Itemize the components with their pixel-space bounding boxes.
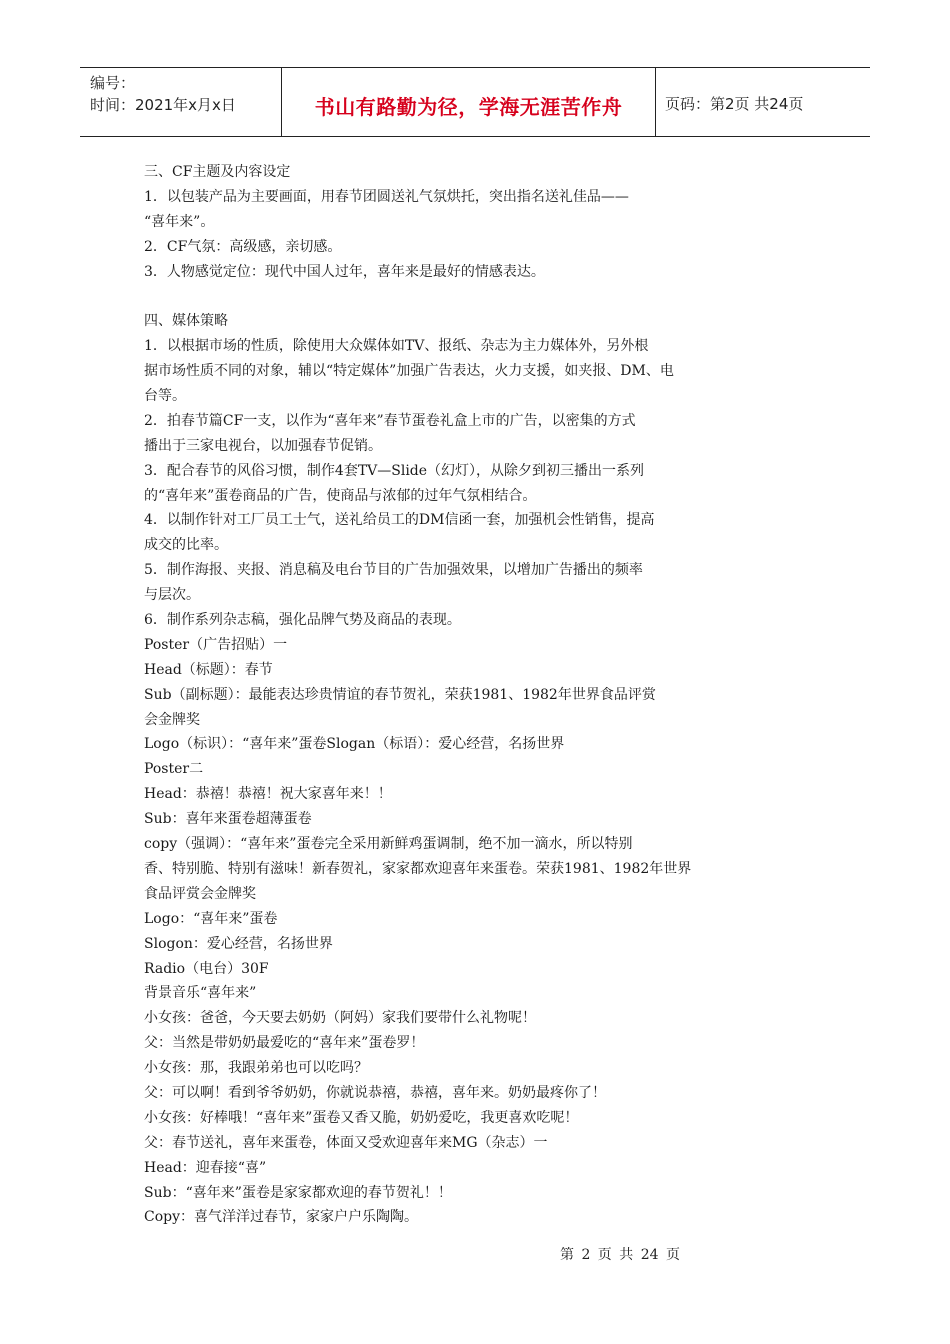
text-line: 3．配合春节的风俗习惯，制作4套TV—Slide（幻灯），从除夕到初三播出一系列 (144, 462, 645, 479)
text-line: 香、特别脆、特别有滋味！新春贺礼，家家都欢迎喜年来蛋卷。荣获1981、1982年世界 (144, 860, 692, 877)
text-line: Copy：喜气洋洋过春节，家家户户乐陶陶。 (144, 1209, 419, 1226)
text-line: Poster（广告招贴）一 (144, 636, 288, 653)
text-line: 三、CF主题及内容设定 (144, 164, 291, 180)
text-line: Radio（电台）30F (144, 960, 269, 977)
text-line: 成交的比率。 (144, 537, 228, 554)
text-line: Head：迎春接“喜” (144, 1159, 267, 1176)
header-meta (80, 68, 282, 136)
text-line: Head（标题）：春节 (144, 661, 273, 678)
text-line: 2．CF气氛：高级感，亲切感。 (144, 238, 342, 255)
text-line: 会金牌奖 (144, 711, 200, 728)
page-footer: 第 2 页 共 24 页 (560, 1247, 680, 1263)
blank-line (144, 284, 784, 309)
text-line: 小女孩：好棒哦！“喜年来”蛋卷又香又脆，奶奶爱吃，我更喜欢吃呢！ (144, 1109, 579, 1126)
text-line: 小女孩：那，我跟弟弟也可以吃吗？ (144, 1060, 368, 1077)
text-line: “喜年来”。 (144, 213, 215, 230)
text-line: 1．以包装产品为主要画面，用春节团圆送礼气氛烘托，突出指名送礼佳品—— (144, 188, 629, 205)
text-line: 5．制作海报、夹报、消息稿及电台节目的广告加强效果，以增加广告播出的频率 (144, 562, 643, 579)
document-date-label: 时间：2021年x月x日 (90, 96, 236, 114)
text-line: Sub：“喜年来”蛋卷是家家都欢迎的春节贺礼！！ (144, 1184, 452, 1201)
text-line: 小女孩：爸爸，今天要去奶奶（阿妈）家我们要带什么礼物呢！ (144, 1010, 536, 1027)
text-line: Logo：“喜年来”蛋卷 (144, 910, 278, 927)
text-line: Sub：喜年来蛋卷超薄蛋卷 (144, 811, 312, 828)
text-line: copy（强调）：“喜年来”蛋卷完全采用新鲜鸡蛋调制，绝不加一滴水，所以特别 (144, 836, 633, 853)
text-line: 背景音乐“喜年来” (144, 985, 257, 1002)
text-line: 6．制作系列杂志稿，强化品牌气势及商品的表现。 (144, 612, 461, 629)
text-line: 的“喜年来”蛋卷商品的广告，使商品与浓郁的过年气氛相结合。 (144, 487, 537, 504)
text-line: 父：春节送礼，喜年来蛋卷，体面又受欢迎喜年来MG（杂志）一 (144, 1134, 548, 1151)
text-line: 2．拍春节篇CF一支，以作为“喜年来”春节蛋卷礼盒上市的广告，以密集的方式 (144, 412, 636, 429)
text-line: 3．人物感觉定位：现代中国人过年，喜年来是最好的情感表达。 (144, 263, 545, 280)
text-line: 与层次。 (144, 587, 200, 604)
document-number-label: 编号： (90, 74, 136, 92)
header-motto: 书山有路勤为径，学海无涯苦作舟 (282, 68, 656, 136)
page-header (80, 67, 870, 137)
text-line: 四、媒体策略 (144, 313, 228, 330)
text-line: Head：恭禧！恭禧！祝大家喜年来！！ (144, 786, 392, 803)
text-line: Sub（副标题）：最能表达珍贵情谊的春节贺礼，荣获1981、1982年世界食品评赏 (144, 686, 656, 703)
text-line: Slogon：爱心经营，名扬世界 (144, 935, 333, 952)
text-line: 4．以制作针对工厂员工士气，送礼给员工的DM信函一套，加强机会性销售，提高 (144, 512, 655, 529)
text-line: 播出于三家电视台，以加强春节促销。 (144, 437, 382, 454)
text-line: 据市场性质不同的对象，辅以“特定媒体”加强广告表达，火力支援，如夹报、DM、电 (144, 363, 674, 380)
text-line: 食品评赏会金牌奖 (144, 885, 256, 902)
text-line: 父：当然是带奶奶最爱吃的“喜年来”蛋卷罗！ (144, 1035, 425, 1052)
document-body (144, 160, 784, 1230)
text-line: 1．以根据市场的性质，除使用大众媒体如TV、报纸、杂志为主力媒体外，另外根 (144, 338, 649, 355)
text-line: 父：可以啊！看到爷爷奶奶，你就说恭禧，恭禧，喜年来。奶奶最疼你了！ (144, 1084, 606, 1101)
text-line: 台等。 (144, 388, 186, 405)
text-line: Poster二 (144, 761, 204, 778)
header-page-info: 页码：第2页 共24页 (665, 94, 804, 113)
text-line: Logo（标识）：“喜年来”蛋卷Slogan（标语）：爱心经营，名扬世界 (144, 736, 565, 753)
